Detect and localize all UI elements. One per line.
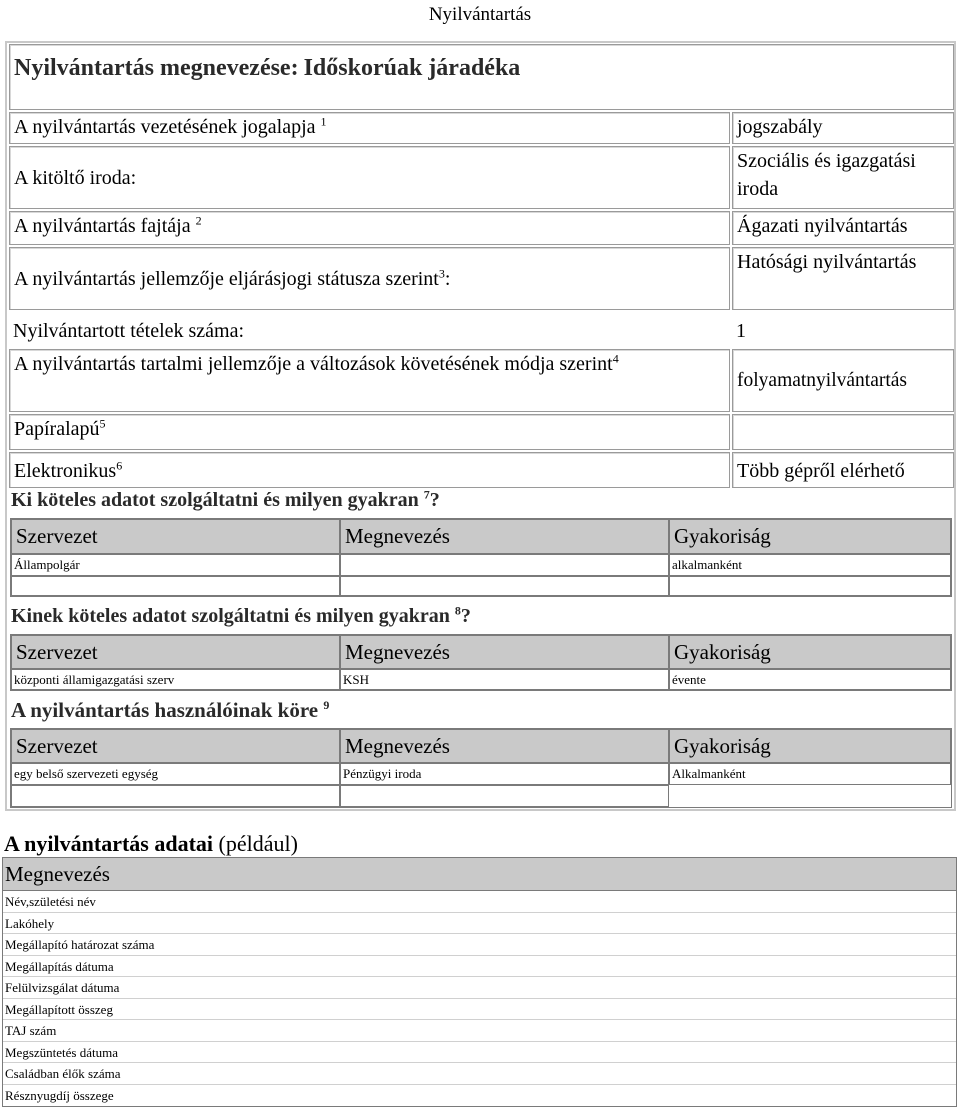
table-cell: központi államigazgatási szerv bbox=[11, 669, 340, 690]
table-cell: évente bbox=[669, 669, 951, 690]
item-count-row bbox=[9, 312, 954, 347]
list-item: Megállapító határozat száma bbox=[3, 934, 956, 956]
electronic-label: Elektronikus$^6$ bbox=[9, 452, 730, 488]
table-cell: KSH bbox=[340, 669, 669, 690]
list-item: Családban élők száma bbox=[3, 1063, 956, 1085]
users-col-freq: Gyakoriság bbox=[669, 729, 951, 763]
users-col-name: Megnevezés bbox=[340, 729, 669, 763]
recipients-col-freq: Gyakoriság bbox=[669, 635, 951, 669]
recipients-col-org: Szervezet bbox=[11, 635, 340, 669]
recipients-col-name: Megnevezés bbox=[340, 635, 669, 669]
data-fields-table bbox=[2, 857, 957, 1107]
data-section-title: A nyilvántartás adatai (például) bbox=[4, 831, 298, 856]
item-count-label: Nyilvántartott tételek száma: bbox=[13, 320, 245, 342]
status-value: Hatósági nyilvántartás bbox=[732, 247, 954, 310]
paper-based-label: Papíralapú$^5$ bbox=[9, 414, 730, 450]
paper-based-value bbox=[732, 414, 954, 450]
users-col-org: Szervezet bbox=[11, 729, 340, 763]
type-value: Ágazati nyilvántartás bbox=[732, 211, 954, 245]
users-table bbox=[10, 728, 952, 808]
registry-info-table bbox=[5, 41, 956, 811]
list-item: Lakóhely bbox=[3, 913, 956, 935]
legal-basis-value: jogszabály bbox=[732, 112, 954, 144]
status-label: A nyilvántartás jellemzője eljárásjogi státusza szerint$^3$: bbox=[9, 247, 730, 310]
table-cell bbox=[11, 576, 340, 596]
table-cell: Állampolgár bbox=[11, 554, 340, 576]
content-type-label: A nyilvántartás tartalmi jellemzője a változások követésének módja szerint$^4$ bbox=[9, 349, 730, 412]
table-cell bbox=[340, 785, 669, 807]
providers-col-name: Megnevezés bbox=[340, 519, 669, 554]
list-item: Résznyugdíj összege bbox=[5, 1087, 114, 1103]
list-item: TAJ szám bbox=[3, 1020, 956, 1042]
data-fields-header: Megnevezés bbox=[3, 858, 956, 891]
table-cell bbox=[11, 785, 340, 807]
table-cell: Alkalmanként bbox=[669, 763, 951, 785]
list-item: Megállapított összeg bbox=[3, 999, 956, 1021]
providers-table bbox=[10, 518, 952, 597]
table-cell: egy belső szervezeti egység bbox=[11, 763, 340, 785]
registry-name-value: Időskorúak járadéka bbox=[303, 55, 521, 81]
list-item: Felülvizsgálat dátuma bbox=[3, 977, 956, 999]
providers-col-org: Szervezet bbox=[11, 519, 340, 554]
item-count-value: 1 bbox=[736, 320, 746, 342]
content-type-value: folyamatnyilvántartás bbox=[732, 349, 954, 412]
recipients-table bbox=[10, 634, 952, 691]
office-value: Szociális és igazgatási iroda bbox=[732, 146, 954, 209]
list-item: Megállapítás dátuma bbox=[3, 956, 956, 978]
table-cell: Pénzügyi iroda bbox=[340, 763, 669, 785]
table-cell bbox=[340, 576, 669, 596]
table-cell bbox=[340, 554, 669, 576]
electronic-value: Több gépről elérhető bbox=[732, 452, 954, 488]
office-label: A kitöltő iroda: bbox=[9, 146, 730, 209]
users-heading: A nyilvántartás használóinak köre $^9$ bbox=[11, 698, 330, 722]
legal-basis-label: A nyilvántartás vezetésének jogalapja $^1$ bbox=[9, 112, 730, 144]
page-title: Nyilvántartás bbox=[428, 4, 532, 25]
recipients-heading: Kinek köteles adatot szolgáltatni és milyen gyakran $^8$? bbox=[11, 603, 471, 627]
providers-col-freq: Gyakoriság bbox=[669, 519, 951, 554]
list-item: Név,születési név bbox=[3, 891, 956, 913]
providers-heading: Ki köteles adatot szolgáltatni és milyen gyakran $^7$? bbox=[11, 487, 440, 511]
table-cell bbox=[669, 576, 951, 596]
list-item: Megszüntetés dátuma bbox=[3, 1042, 956, 1064]
registry-name-label: Nyilvántartás megnevezése: bbox=[14, 55, 299, 81]
table-cell: alkalmanként bbox=[669, 554, 951, 576]
type-label: A nyilvántartás fajtája $^2$ bbox=[9, 211, 730, 245]
registry-name-row bbox=[9, 44, 954, 110]
